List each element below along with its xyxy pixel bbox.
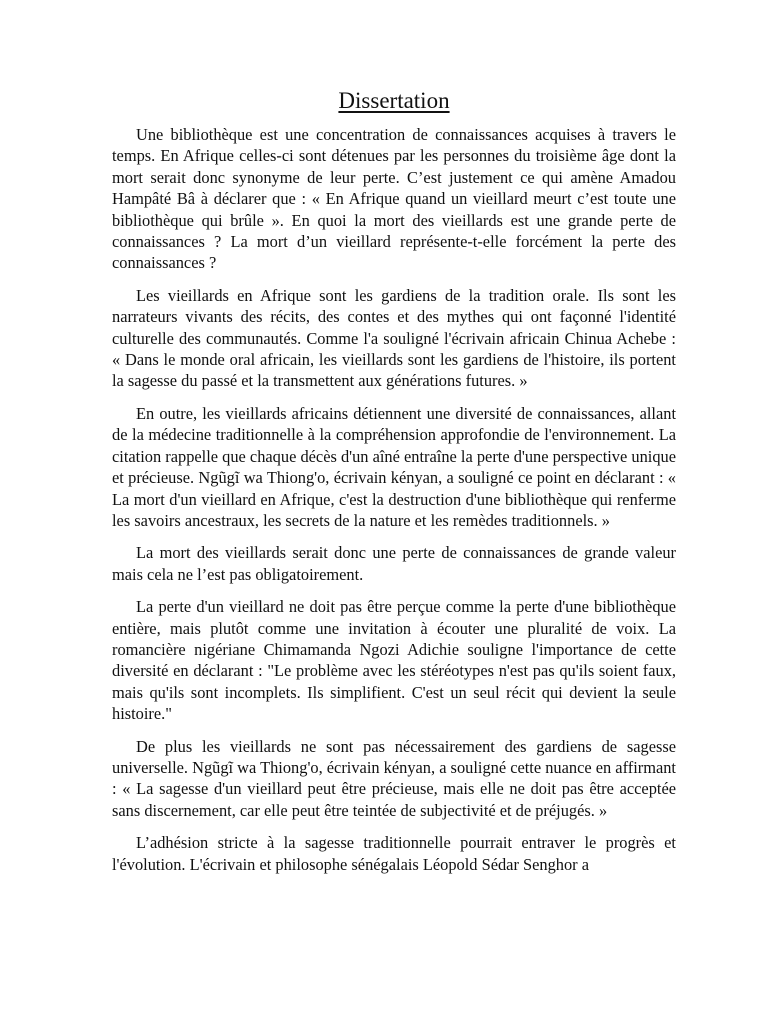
paragraph-diversity-knowledge: En outre, les vieillards africains détiennent une diversité de connaissances, allant de la médecine traditionnelle à la compréhension approfondie de l'environnement. La citation rappelle que chaque décès d'un aîné entraîne la perte d'une perspective unique et précieuse. Ngũgĩ wa Thiong'o, écrivain kényan, a souligné ce point en déclarant : « La mort d'un vieillard en Afrique, c'est la destruction d'une bibliothèque qui renferme les savoirs ancestraux, les secrets de la nature et les remèdes traditionnels. » [112,403,676,530]
document-title: Dissertation [338,88,450,113]
paragraph-intro: Une bibliothèque est une concentration de connaissances acquises à travers le temps. En Afrique celles-ci sont détenues par les personnes du troisième âge dont la mort serait donc synonyme de leur perte. C’est justement ce qui amène Amadou Hampâté Bâ à déclarer que : « En Afrique quand un vieillard meurt c’est toute une bibliothèque qui brûle ». En quoi la mort des vieillards est une grande perte de connaissances ? La mort d’un vieillard représente-t-elle forcément la perte des connaissances ? [112,125,676,273]
paragraph-transition: La mort des vieillards serait donc une perte de connaissances de grande valeur mais cela ne l’est pas obligatoirement. [112,543,676,584]
document-page [112,86,676,886]
paragraph-oral-tradition: Les vieillards en Afrique sont les gardiens de la tradition orale. Ils sont les narrateurs vivants des récits, des contes et des mythes qui ont façonné l'identité culturelle des communautés. Comme l'a souligné l'écrivain africain Chinua Achebe : « Dans le monde oral africain, les vieillards sont les gardiens de l'histoire, ils portent la sagesse du passé et la transmettent aux générations futures. » [112,285,676,391]
paragraph-plurality: La perte d'un vieillard ne doit pas être perçue comme la perte d'une bibliothèque entière, mais plutôt comme une invitation à écouter une pluralité de voix. La romancière nigériane Chimamanda Ngozi Adichie souligne l'importance de cette diversité en déclarant : "Le problème avec les stéréotypes n'est pas qu'ils soient faux, mais qu'ils sont incomplets. Ils simplifient. C'est un seul récit qui devient la seule histoire." [112,597,676,724]
paragraph-nuance: De plus les vieillards ne sont pas nécessairement des gardiens de sagesse universelle. Ngũgĩ wa Thiong'o, écrivain kényan, a souligné cette nuance en affirmant : « La sagesse d'un vieillard peut être précieuse, mais elle ne doit pas être acceptée sans discernement, car elle peut être teintée de subjectivité et de préjugés. » [112,736,676,820]
paragraph-progress: L’adhésion stricte à la sagesse traditionnelle pourrait entraver le progrès et l'évolution. L'écrivain et philosophe sénégalais Léopold Sédar Senghor a [112,833,676,874]
